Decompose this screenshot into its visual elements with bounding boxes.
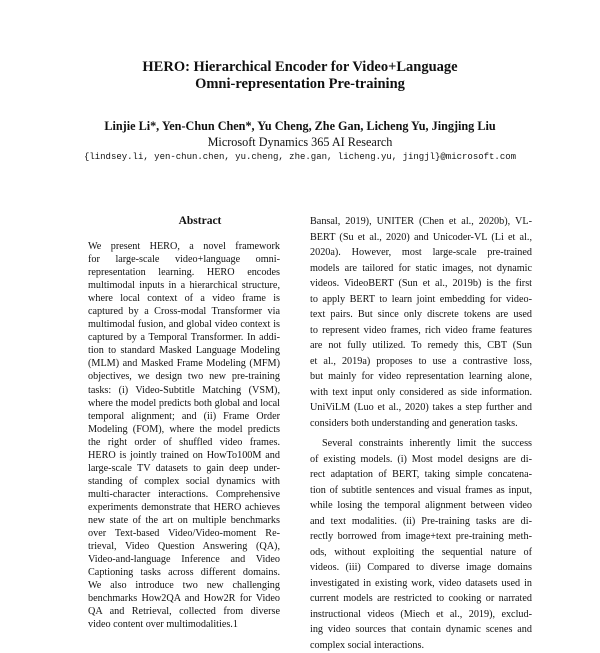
intro-paragraph-1-line: text pairs. But since only discrete tokens are used	[310, 307, 532, 323]
intro-paragraph-2-line: instructional videos (Miech et al., 2019), exclud-	[310, 607, 532, 623]
intro-paragraph-2-line: rectly borrowed from image+text pre-training meth-	[310, 529, 532, 545]
abstract-line: captured by a Temporal Transformer. In addi-	[88, 331, 280, 344]
abstract-line: QA and Retrieval, collected from diverse	[88, 605, 280, 618]
intro-paragraph-1-line: Bansal, 2019), UNITER (Chen et al., 2020b), VL-	[310, 214, 532, 230]
intro-paragraph-2-line: of existing models. (i) Most model designs are di-	[310, 452, 532, 468]
intro-paragraph-2-line: ods, without exploiting the sequential nature of	[310, 545, 532, 561]
intro-paragraph-1-line: BERT (Su et al., 2020) and Unicoder-VL (Li et al.,	[310, 230, 532, 246]
abstract-heading: Abstract	[90, 215, 310, 227]
abstract-line: Video-and-language Inference and Video	[88, 553, 280, 566]
abstract-line: temporal alignment; and (ii) Frame Order	[88, 410, 280, 423]
abstract-line: for large-scale video+language omni-	[88, 253, 280, 266]
intro-paragraph-2-line: rect adaptation of BERT, taking simple concatena-	[310, 467, 532, 483]
intro-paragraph-2-line: ing video sources that contain dynamic scenes and	[310, 622, 532, 638]
intro-paragraph-2-line: videos. (iii) Compared to diverse image domains	[310, 560, 532, 576]
intro-paragraph-2-line: while losing the temporal alignment between video	[310, 498, 532, 514]
intro-paragraph-2-line: investigated in existing work, video datasets used in	[310, 576, 532, 592]
abstract-line: objectives, we design two new pre-training	[88, 370, 280, 383]
abstract-line: We present HERO, a novel framework	[88, 240, 280, 253]
abstract-line: trieval, Video Question Answering (QA),	[88, 540, 280, 553]
abstract-line: multimodal fusion, and global video context is	[88, 318, 280, 331]
author-emails: {lindsey.li, yen-chun.chen, yu.cheng, zhe.gan, licheng.yu, jingjl}@microsoft.com	[0, 152, 600, 162]
intro-paragraph-1-line: considers both understanding and generation tasks.	[310, 416, 532, 432]
abstract-line: large-scale TV datasets to gain deep under-	[88, 462, 280, 475]
abstract-body	[88, 240, 280, 631]
intro-paragraph-1-line: with text input only considered as side information.	[310, 385, 532, 401]
paper-title-line-1: HERO: Hierarchical Encoder for Video+Language	[0, 59, 600, 76]
abstract-line: tion to standard Masked Language Modeling	[88, 344, 280, 357]
intro-paragraph-1-line: to represent video frames, rich video frame features	[310, 323, 532, 339]
abstract-line: Captioning tasks across different domains.	[88, 566, 280, 579]
intro-paragraph-1-line: et al., 2019a) proposes to use a contrastive loss,	[310, 354, 532, 370]
abstract-line: benchmarks How2QA and How2R for Video	[88, 592, 280, 605]
abstract-line: Modeling (FOM), where the model predicts	[88, 423, 280, 436]
abstract-line: video content over multimodalities.1	[88, 618, 280, 631]
abstract-line: captured by a Cross-modal Transformer via	[88, 305, 280, 318]
abstract-line: where local context of a video frame is	[88, 292, 280, 305]
abstract-line: multimodal inputs in a hierarchical structure,	[88, 279, 280, 292]
intro-paragraph-1-line: are not fully utilized. To remedy this, CBT (Sun	[310, 338, 532, 354]
abstract-line: standing of complex social dynamics with	[88, 475, 280, 488]
abstract-line: over Text-based Video/Video-moment Re-	[88, 527, 280, 540]
abstract-line: We also introduce two new challenging	[88, 579, 280, 592]
intro-paragraph-1-line: but mainly for video representation learning alone,	[310, 369, 532, 385]
abstract-line: new state of the art on multiple benchmarks	[88, 514, 280, 527]
intro-paragraph-1-line: UniViLM (Luo et al., 2020) takes a step further and	[310, 400, 532, 416]
abstract-line: experiments demonstrate that HERO achieves	[88, 501, 280, 514]
affiliation: Microsoft Dynamics 365 AI Research	[0, 135, 600, 150]
intro-paragraph-2-line: tion of subtitle sentences and visual frames as input,	[310, 483, 532, 499]
intro-paragraph-2-line: Several constraints inherently limit the success	[310, 436, 532, 452]
intro-paragraph-1-line: models are tailored for static images, not dynamic	[310, 261, 532, 277]
abstract-line: multi-character interactions. Comprehensive	[88, 488, 280, 501]
intro-paragraph-1-line: to apply BERT to learn joint embedding for video-	[310, 292, 532, 308]
abstract-line: tasks: (i) Video-Subtitle Matching (VSM),	[88, 384, 280, 397]
intro-paragraph-2-line: current models are restricted to cooking or narrated	[310, 591, 532, 607]
introduction-body	[310, 214, 532, 653]
abstract-line: (MLM) and Masked Frame Modeling (MFM)	[88, 357, 280, 370]
abstract-line: representation learning. HERO encodes	[88, 266, 280, 279]
abstract-line: HERO is jointly trained on HowTo100M and	[88, 449, 280, 462]
intro-paragraph-1-line: videos. VideoBERT (Sun et al., 2019b) is the first	[310, 276, 532, 292]
author-list: Linjie Li*, Yen-Chun Chen*, Yu Cheng, Zhe Gan, Licheng Yu, Jingjing Liu	[0, 119, 600, 134]
intro-paragraph-2-line: complex social interactions.	[310, 638, 532, 653]
abstract-line: where the model predicts both global and local	[88, 397, 280, 410]
intro-paragraph-1-line: 2020a). However, most large-scale pre-trained	[310, 245, 532, 261]
paper-title-line-2: Omni-representation Pre-training	[0, 76, 600, 93]
abstract-line: the right order of shuffled video frames.	[88, 436, 280, 449]
intro-paragraph-2-line: and text modalities. (ii) Pre-training tasks are di-	[310, 514, 532, 530]
